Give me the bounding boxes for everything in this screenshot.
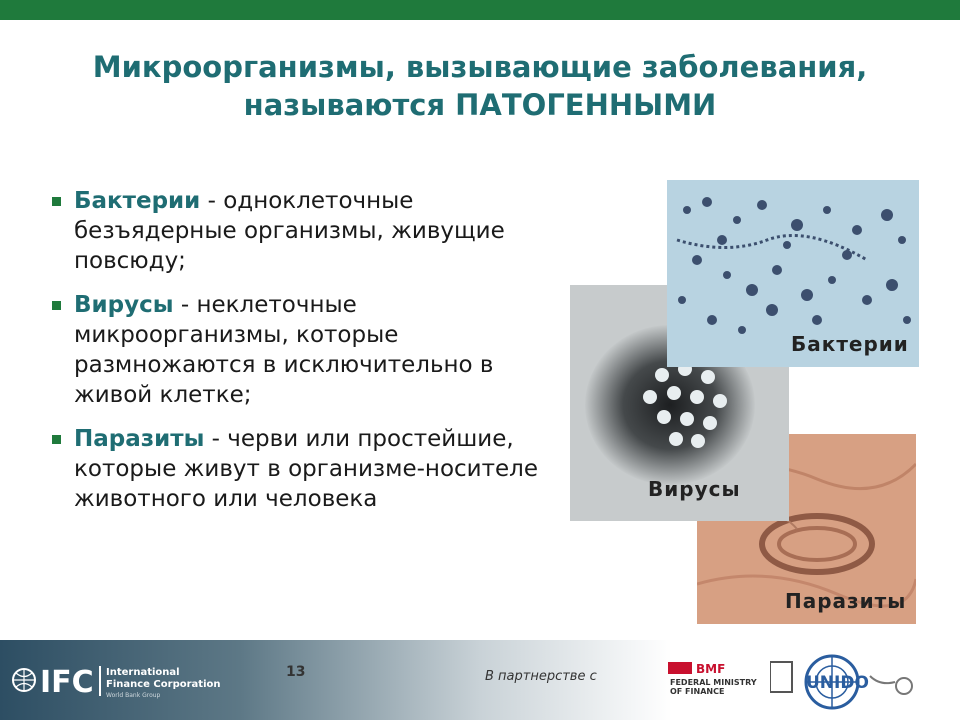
square-bullet-icon xyxy=(52,197,61,206)
bmf-logo xyxy=(668,662,768,700)
bmf-line1: FEDERAL MINISTRY xyxy=(670,678,757,687)
unido-logo xyxy=(770,646,920,720)
viruses-caption: Вирусы xyxy=(648,477,741,501)
square-bullet-icon xyxy=(52,301,61,310)
top-bar xyxy=(0,0,960,20)
bullet-text: - неклеточные микроорганизмы, которые размножаются в исключительно в живой клетке; xyxy=(74,292,494,408)
bullet-parasites xyxy=(46,424,566,514)
ifc-text-line3: World Bank Group xyxy=(106,692,161,699)
parasites-caption: Паразиты xyxy=(785,589,907,613)
bullet-viruses xyxy=(46,290,566,410)
bmf-text: BMF xyxy=(696,662,726,676)
title-line-2: называются ПАТОГЕННЫМИ xyxy=(243,88,717,122)
ifc-text-line1: International xyxy=(106,667,180,678)
ifc-text-line2: Finance Corporation xyxy=(106,679,220,690)
bacteria-caption: Бактерии xyxy=(791,332,909,356)
unido-text: UNIDO xyxy=(806,673,869,693)
square-bullet-icon xyxy=(52,435,61,444)
bullet-bacteria xyxy=(46,186,566,276)
ifc-logo xyxy=(10,660,220,704)
page-number: 13 xyxy=(286,664,306,680)
bullet-term: Паразиты xyxy=(74,426,205,452)
title-line-1: Микроорганизмы, вызывающие заболевания, xyxy=(92,50,868,84)
bullet-text: - черви или простейшие, которые живут в организме-носителе животного или человека xyxy=(74,426,539,512)
partner-text: В партнерстве с xyxy=(485,669,597,684)
bmf-line2: OF FINANCE xyxy=(670,687,725,696)
svg-text:IFC: IFC xyxy=(40,665,94,700)
bullet-term: Вирусы xyxy=(74,292,174,318)
page-title xyxy=(40,48,920,124)
bullet-list xyxy=(46,186,566,528)
bullet-term: Бактерии xyxy=(74,188,201,214)
bacteria-photo xyxy=(667,180,919,367)
bullet-text: - одноклеточные безъядерные организмы, живущие повсюду; xyxy=(74,188,505,274)
